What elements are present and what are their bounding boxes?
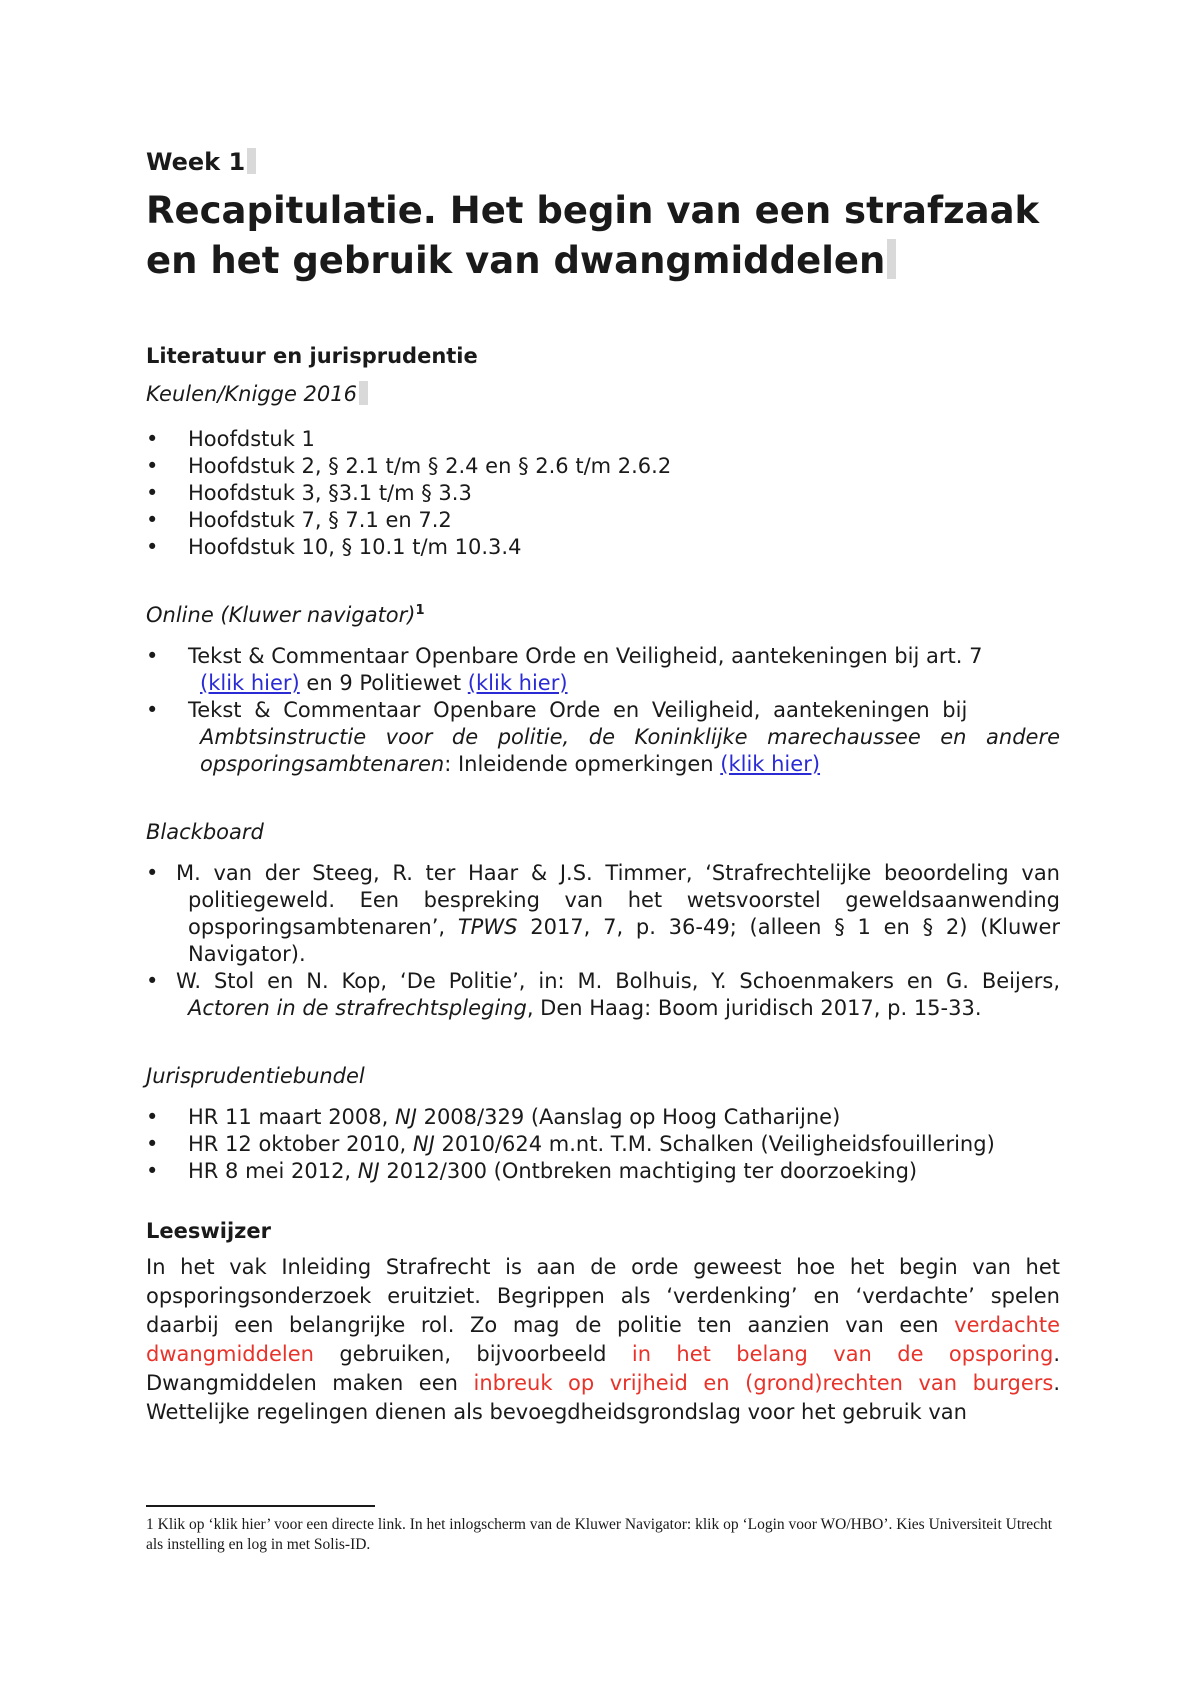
bullet-icon: • [146,1132,159,1156]
bullet-icon: • [146,698,159,722]
blackboard-list [146,860,1060,1022]
edit-marker [359,381,368,405]
list-item: • Hoofdstuk 3, §3.1 t/m § 3.3 [146,481,472,505]
list-item: • Hoofdstuk 1 [146,427,315,451]
list-item-continuation: (klik hier) en 9 Politiewet (klik hier) [200,671,568,695]
bullet-icon: • [146,644,159,668]
list-item [146,860,1060,968]
list-item-continuation: Ambtsinstructie voor de politie, de Koninklijke marechaussee en andere opsporingsambtenaren: Inleidende opmerkingen (klik hier) [200,725,1060,776]
bullet-icon: • [146,1159,159,1183]
footnote-reference: 1 [415,603,425,618]
reading-guide-heading: Leeswijzer [146,1219,271,1243]
bullet-icon: • [146,1105,159,1129]
title-line-1: Recapitulatie. Het begin van een strafzaak [146,189,1040,232]
jurisprudence-heading: Jurisprudentiebundel [146,1064,365,1088]
bullet-icon: • [146,508,159,532]
edit-marker [247,148,256,174]
list-item-text: W. Stol en N. Kop, ‘De Politie’, in: M. Bolhuis, Y. Schoenmakers en G. Beijers, Actoren in de strafrechtspleging, Den Haag: Boom juridisch 2017, p. 15-33. [176,969,1060,1020]
highlight-text: verdachte dwangmiddelen [146,1313,1060,1366]
list-item-text: Tekst & Commentaar Openbare Orde en Veiligheid, aantekeningen bij art. 7 [188,644,983,668]
book-heading: Keulen/Knigge 2016 [146,380,1060,408]
bullet-icon: • [146,454,159,478]
list-item: • HR 8 mei 2012, NJ 2012/300 (Ontbreken machtiging ter doorzoeking) [146,1159,918,1183]
blackboard-heading: Blackboard [146,820,264,844]
list-item [146,643,1060,697]
klik-hier-link-art7[interactable]: (klik hier) [200,671,300,695]
list-item: • Hoofdstuk 7, § 7.1 en 7.2 [146,508,452,532]
title-line-2: en het gebruik van dwangmiddelen [146,239,886,282]
literature-heading: Literatuur en jurisprudentie [146,344,478,368]
klik-hier-link-politiewet[interactable]: (klik hier) [467,671,568,695]
bullet-icon: • [146,481,159,505]
document-title [146,186,1060,286]
bullet-icon: • [146,861,159,885]
list-item-text: M. van der Steeg, R. ter Haar & J.S. Timmer, ‘Strafrechtelijke beoordeling van politiegeweld. Een bespreking van het wetsvoorstel geweldsaanwending opsporingsambtenaren’, TPWS 2017, 7, p. 36-49; (alleen § 1 en § 2) (Kluwer Navigator). [176,861,1061,966]
jurisprudence-list [146,1104,1060,1185]
footnote: 1 Klik op ‘klik hier’ voor een directe link. In het inlogscherm van de Kluwer Navigator: klik op ‘Login voor WO/HBO’. Kies Universiteit Utrecht als instelling en log in met Solis-ID. [146,1516,1053,1553]
bullet-icon: • [146,427,159,451]
list-item: • Hoofdstuk 10, § 10.1 t/m 10.3.4 [146,535,522,559]
list-item: • HR 12 oktober 2010, NJ 2010/624 m.nt. T.M. Schalken (Veiligheidsfouillering) [146,1132,995,1156]
bullet-icon: • [146,535,159,559]
highlight-text: inbreuk op vrijheid en (grond)rechten van burgers [473,1371,1054,1395]
book-chapter-list [146,426,1060,561]
footnote-separator [146,1505,375,1507]
week-heading: Week 1 [146,146,1060,178]
bullet-icon: • [146,969,159,993]
online-heading: Online (Kluwer navigator)$^1$ [146,603,425,627]
list-item [146,697,1060,778]
document-page [146,130,1060,1427]
list-item [146,968,1060,1022]
list-item-text: Tekst & Commentaar Openbare Orde en Veiligheid, aantekeningen bij [188,698,968,722]
online-list [146,643,1060,778]
list-item: • Hoofdstuk 2, § 2.1 t/m § 2.4 en § 2.6 t/m 2.6.2 [146,454,672,478]
list-item: • HR 11 maart 2008, NJ 2008/329 (Aanslag op Hoog Catharijne) [146,1105,841,1129]
klik-hier-link-ambtsinstructie[interactable]: (klik hier) [720,752,821,776]
edit-marker [887,239,896,279]
reading-guide-paragraph: In het vak Inleiding Strafrecht is aan de orde geweest hoe het begin van het opsporingsonderzoek eruitziet. Begrippen als ‘verdenking’ en ‘verdachte’ spelen daarbij een belangrijke rol. Zo mag de politie ten aanzien van een verdachte dwangmiddelen gebruiken, bijvoorbeeld in het belang van de opsporing. Dwangmiddelen maken een inbreuk op vrijheid en (grond)rechten van burgers. Wettelijke regelingen dienen als bevoegdheidsgrondslag voor het gebruik van [146,1255,1060,1424]
highlight-text: in het belang van de opsporing [631,1342,1054,1366]
